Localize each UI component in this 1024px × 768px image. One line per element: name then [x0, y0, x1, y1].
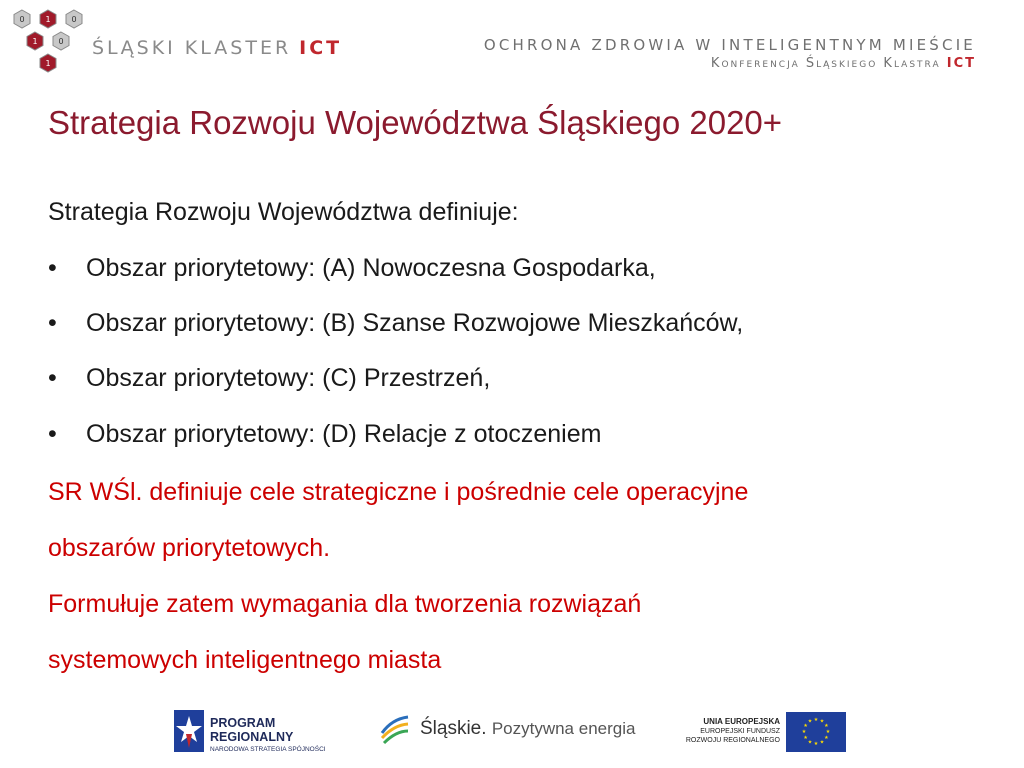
eu-fund-logo [676, 716, 780, 745]
slaskie-logo [420, 718, 635, 740]
red-note-line: Formułuje zatem wymagania dla tworzenia rozwiązań [48, 590, 642, 618]
svg-text:★: ★ [824, 735, 829, 741]
logo-hex-label: 1 [45, 59, 51, 68]
program-line3: NARODOWA STRATEGIA SPÓJNOŚCI [210, 746, 326, 753]
svg-text:★: ★ [801, 729, 807, 735]
red-note-line: systemowych inteligentnego miasta [48, 646, 442, 674]
bullet-text: Obszar priorytetowy: (C) Przestrzeń, [86, 364, 491, 392]
svg-text:★: ★ [813, 717, 819, 723]
svg-text:★: ★ [807, 739, 813, 746]
slaskie-tagline: Pozytywna energia [491, 719, 636, 738]
conference-subtitle [711, 56, 976, 71]
bullet-dot: • [48, 420, 57, 448]
logo-hex-label: 0 [19, 15, 25, 24]
bullet-item [48, 420, 601, 449]
logo-hex-label: 0 [58, 37, 64, 46]
svg-text:★: ★ [813, 741, 819, 747]
cluster-logo-icon [10, 6, 92, 88]
svg-text:★: ★ [819, 718, 825, 725]
bullet-item [48, 364, 490, 393]
conference-subtitle-ict: ICT [946, 56, 976, 71]
bullet-text: Obszar priorytetowy: (B) Szanse Rozwojowe Mieszkańców, [86, 309, 744, 337]
bullet-dot: • [48, 254, 57, 282]
red-note-line: SR WŚl. definiuje cele strategiczne i pośrednie cele operacyjne [48, 478, 749, 506]
svg-text:★: ★ [803, 723, 808, 729]
bullet-dot: • [48, 309, 57, 337]
program-line1: PROGRAM [210, 716, 276, 730]
bullet-item [48, 254, 656, 283]
bullet-text: Obszar priorytetowy: (A) Nowoczesna Gospodarka, [86, 254, 656, 282]
svg-text:★: ★ [819, 739, 825, 746]
cluster-name: ŚLĄSKI KLASTER [92, 37, 292, 59]
slaskie-swoosh-icon [378, 713, 412, 747]
svg-text:★: ★ [807, 718, 813, 725]
svg-text:★: ★ [824, 723, 829, 729]
eu-flag-icon [786, 712, 846, 752]
bullet-text: Obszar priorytetowy: (D) Relacje z otoczeniem [86, 420, 602, 448]
cluster-logo-text [92, 37, 342, 59]
svg-text:★: ★ [825, 729, 831, 735]
slaskie-name: Śląskie. [420, 718, 487, 739]
eu-line1: UNIA EUROPEJSKA [703, 717, 780, 726]
conference-title: OCHRONA ZDROWIA W INTELIGENTNYM MIEŚCIE [483, 36, 976, 54]
eu-line3: ROZWOJU REGIONALNEGO [685, 737, 780, 744]
slide-title: Strategia Rozwoju Województwa Śląskiego 2020+ [48, 104, 783, 141]
program-line2: REGIONALNY [210, 730, 294, 744]
bullet-dot: • [48, 364, 57, 392]
logo-hex-label: 1 [32, 37, 38, 46]
body-intro: Strategia Rozwoju Województwa definiuje: [48, 198, 519, 226]
conference-subtitle-text: Konferencja Śląskiego Klastra [710, 56, 941, 71]
red-note-line: obszarów priorytetowych. [48, 534, 331, 562]
bullet-item [48, 309, 743, 338]
svg-text:★: ★ [803, 735, 808, 741]
program-regionalny-logo [210, 716, 326, 753]
logo-hex-label: 0 [71, 15, 77, 24]
program-regionalny-star-icon [172, 708, 206, 754]
eu-line2: EUROPEJSKI FUNDUSZ [700, 728, 780, 735]
logo-hex-label: 1 [45, 15, 51, 24]
cluster-ict: ICT [299, 37, 343, 59]
